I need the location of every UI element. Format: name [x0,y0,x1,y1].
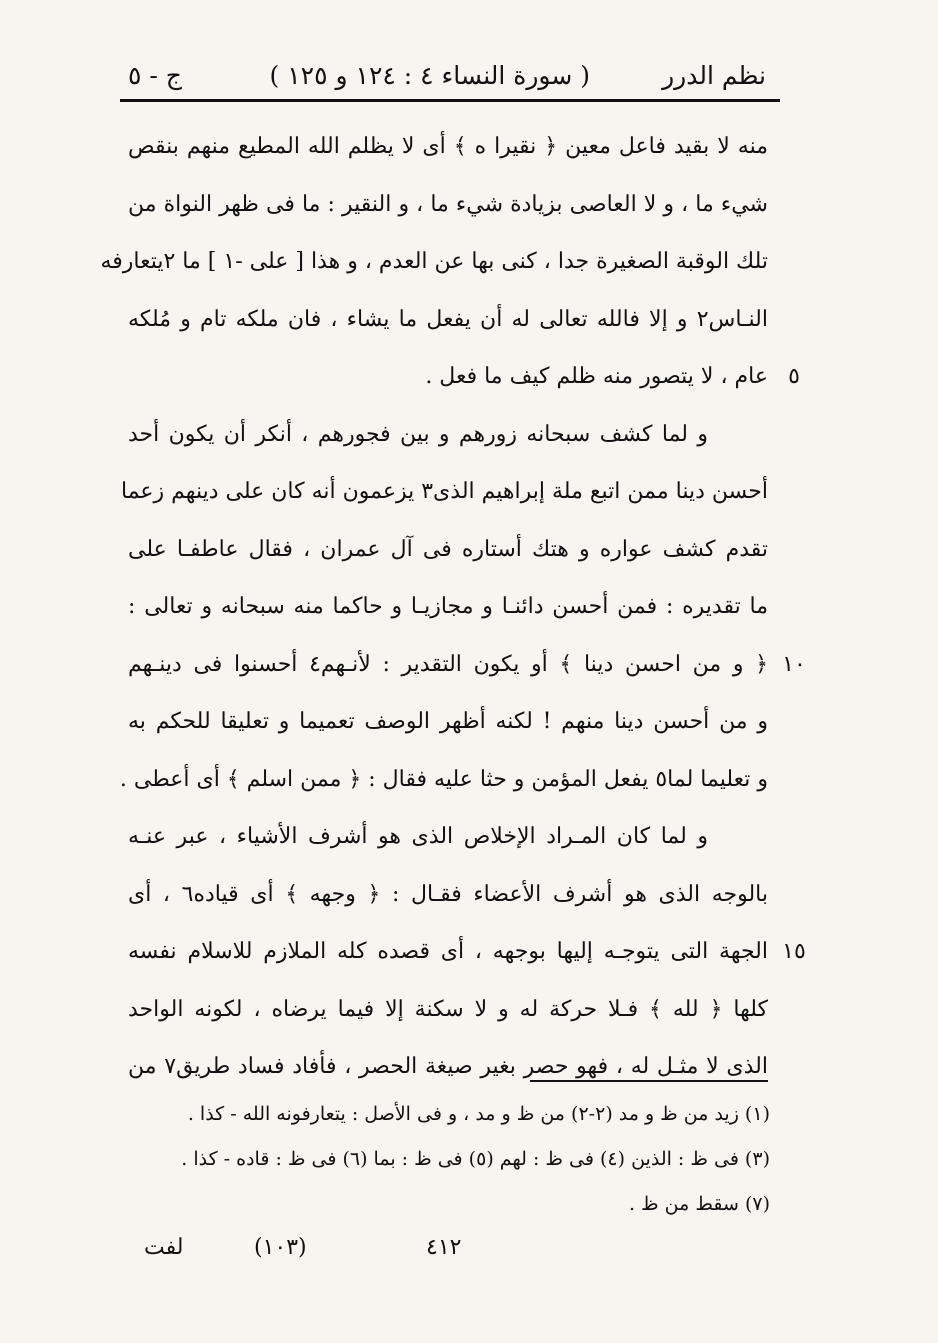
text-line: ما تقديره : فمن أحسن دائنـا و مجازيـا و حاكما منه سبحانه و تعالى : [128,594,768,619]
book-title: نظم الدرر [662,61,766,90]
part-number: ج - ٥ [128,61,182,90]
text-line: شيء ما ، و لا العاصى بزيادة شيء ما ، و النقير : ما فى ظهر النواة من [128,191,768,217]
footnote: (١) زيد من ظ و مد (٢-٢) من ظ و مد ، و فى الأصل : يتعارفونه الله - كذا . [187,1103,770,1125]
signature-code: (١٠٣) [254,1235,307,1260]
sura-reference: ( سورة النساء ٤ : ١٢٤ و ١٢٥ ) [269,61,590,90]
text-line: و لما كان المـراد الإخلاص الذى هو أشرف الأشياء ، عبر عنـه [128,824,708,849]
text-line: ﴿ و من احسن دينا ﴾ أو يكون التقدير : لأنـهم٤ أحسنوا فى دينـهم [128,651,769,677]
footnotes [128,1092,770,1227]
main-text [100,118,769,1096]
running-header [120,54,780,98]
header-rule [120,99,780,102]
text-line: الذى لا مثـل له ، فهو حصر بغير صيغة الحصر ، فأفاد فساد طريق٧ من [128,1054,768,1079]
text-line: عام ، لا يتصور منه ظلم كيف ما فعل . [425,364,768,389]
text-line: أحسن دينا ممن اتبع ملة إبراهيم الذى٣ يزعمون أنه كان على دينهم زعما [121,479,768,504]
line-number: ٥ [788,364,800,389]
text-line: و تعليما لما٥ يفعل المؤمن و حثا عليه فقال : ﴿ ممن اسلم ﴾ أى أعطى . [119,766,768,792]
text-line: تقدم كشف عواره و هتك أستاره فى آل عمران ، فقال عاطفـا على [128,536,768,562]
text-line: بالوجه الذى هو أشرف الأعضاء فقـال : ﴿ وجهه ﴾ أى قياده٦ ، أى [128,881,768,907]
text-line: تلك الوقبة الصغيرة جدا ، كنى بها عن العدم ، و هذا [ على -١ ] ما ٢يتعارفه [100,249,768,274]
printer-signature: لفت [144,1235,184,1260]
text-line: النـاس٢ و إلا فالله تعالى له أن يفعل ما يشاء ، فان ملكه تام و مُلكه [128,306,768,332]
text-line: و لما كشف سبحانه زورهم و بين فجورهم ، أنكر أن يكون أحد [128,421,708,447]
page-number: ٤١٢ [426,1235,462,1260]
text-line: كلها ﴿ لله ﴾ فـلا حركة له و لا سكنة إلا فيما يرضاه ، لكونه الواحد [128,996,768,1022]
line-number: ١٥ [782,939,806,964]
line-number: ١٠ [782,651,806,677]
text-line: الجهة التى يتوجـه إليها بوجهه ، أى قصده كله الملازم للاسلام نفسه [128,939,768,964]
footnote: (٧) سقط من ظ . [628,1193,770,1215]
page-footer [0,1228,938,1268]
footnote: (٣) فى ظ : الذين (٤) فى ظ : لهم (٥) فى ظ : بما (٦) فى ظ : قاده - كذا . [181,1148,770,1170]
text-line: و من أحسن دينا منهم ! لكنه أظهر الوصف تعميما و تعليقا للحكم به [128,709,768,734]
text-line: منه لا بقيد فاعل معين ﴿ نقيرا ه ﴾ أى لا يظلم الله المطيع منهم بنقص [128,134,768,159]
footnote-rule [530,1080,768,1082]
